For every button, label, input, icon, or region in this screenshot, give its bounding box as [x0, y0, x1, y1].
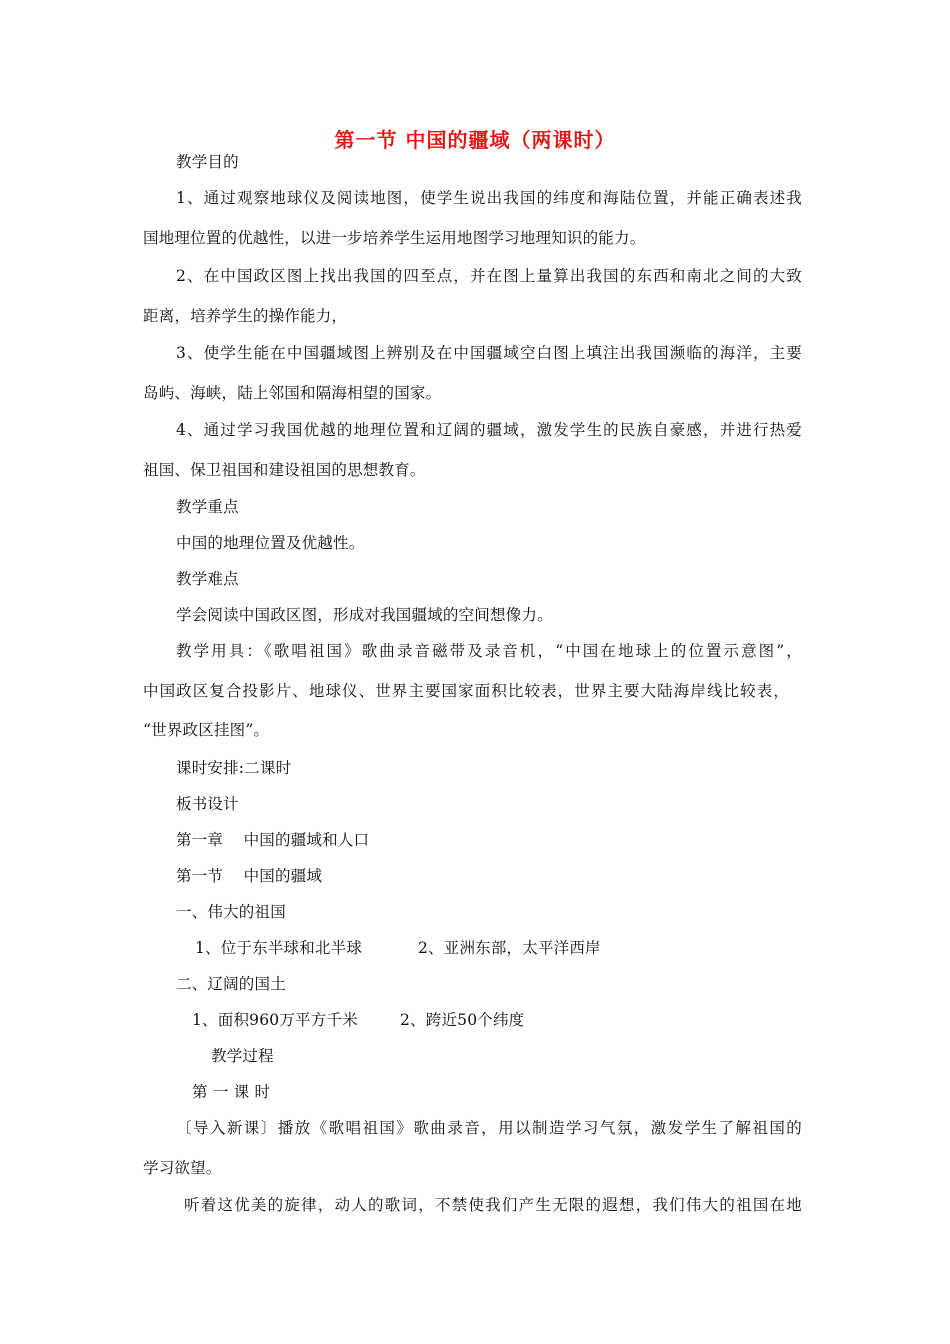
heading-key-points: 教学重点	[176, 498, 239, 516]
goal-2-line-2: 距离，培养学生的操作能力，	[143, 307, 348, 325]
board-point-2-item-2: 2、跨近50个纬度	[400, 1011, 525, 1029]
goal-4-line-1: 4、通过学习我国优越的地理位置和辽阔的疆域，激发学生的民族自豪感，并进行热爱	[176, 421, 802, 439]
body-line-1: 听着这优美的旋律，动人的歌词，不禁使我们产生无限的遐想，我们伟大的祖国在地	[184, 1196, 802, 1214]
heading-teaching-goals: 教学目的	[176, 153, 239, 171]
board-point-2-item-1: 1、面积960万平方千米	[192, 1011, 358, 1029]
goal-4-line-2: 祖国、保卫祖国和建设祖国的思想教育。	[143, 461, 426, 479]
tools-line-2: 中国政区复合投影片、地球仪、世界主要国家面积比较表，世界主要大陆海岸线比较表，	[143, 682, 789, 700]
intro-line-1: 〔导入新课〕播放《歌唱祖国》歌曲录音，用以制造学习气氛，激发学生了解祖国的	[176, 1119, 802, 1137]
heading-difficulties: 教学难点	[176, 570, 239, 588]
board-point-1-item-1: 1、位于东半球和北半球	[195, 939, 363, 957]
goal-1-line-1: 1、通过观察地球仪及阅读地图，使学生说出我国的纬度和海陆位置，并能正确表述我	[176, 189, 802, 207]
intro-line-2: 学习欲望。	[143, 1159, 222, 1177]
goal-3-line-2: 岛屿、海峡，陆上邻国和隔海相望的国家。	[143, 384, 442, 402]
board-chapter: 第一章 中国的疆域和人口	[176, 831, 370, 849]
key-points-text: 中国的地理位置及优越性。	[176, 534, 365, 552]
board-point-1-item-2: 2、亚洲东部，太平洋西岸	[418, 939, 601, 957]
document-title: 第一节 中国的疆域（两课时）	[334, 128, 616, 152]
tools-line-1: 教学用具：《歌唱祖国》歌曲录音磁带及录音机，“中国在地球上的位置示意图”，	[176, 642, 802, 660]
goal-2-line-1: 2、在中国政区图上找出我国的四至点，并在图上量算出我国的东西和南北之间的大致	[176, 267, 802, 285]
heading-board-design: 板书设计	[176, 795, 239, 813]
goal-3-line-1: 3、使学生能在中国疆域图上辨别及在中国疆域空白图上填注出我国濒临的海洋，主要	[176, 344, 802, 362]
board-point-2: 二、辽阔的国土	[176, 975, 286, 993]
heading-teaching-process: 教学过程	[211, 1047, 274, 1065]
tools-line-3: “世界政区挂图”。	[143, 721, 270, 739]
board-section: 第一节 中国的疆域	[176, 867, 323, 885]
schedule-text: 课时安排:二课时	[176, 759, 292, 777]
board-point-1: 一、伟大的祖国	[176, 903, 286, 921]
goal-1-line-2: 国地理位置的优越性，以进一步培养学生运用地图学习地理知识的能力。	[143, 229, 646, 247]
difficulties-text: 学会阅读中国政区图，形成对我国疆域的空间想像力。	[176, 606, 553, 624]
heading-first-lesson: 第 一 课 时	[192, 1083, 271, 1101]
